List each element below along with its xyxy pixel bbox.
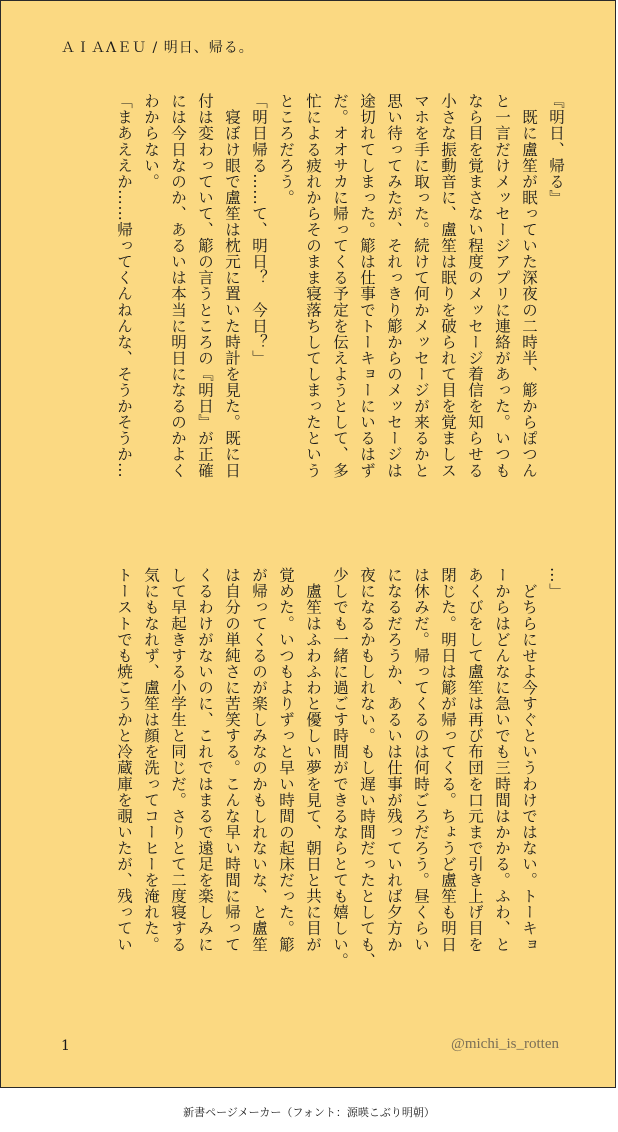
text-line: あくびをして盧笙は再び布団を口元まで引き上げ目を <box>466 567 484 953</box>
author-handle: @michi_is_rotten <box>451 1036 559 1052</box>
text-line: 『明日、帰る』 <box>547 93 565 206</box>
text-line: と一言だけメッセージアプリに連絡があった。いつも <box>493 93 511 479</box>
text-line: 既に盧笙が眠っていた深夜の二時半、簓からぽつん <box>520 93 538 479</box>
text-block-bottom <box>110 567 569 1012</box>
text-line: マホを手に取った。続けて何かメッセージが来るかと <box>412 93 430 479</box>
text-line: が帰ってくるのが楽しみなのかもしれないな、と盧笙 <box>250 567 268 953</box>
text-line: 寝ぼけ眼で盧笙は枕元に置いた時計を見た。既に日 <box>223 93 241 479</box>
generator-credit: 新書ページメーカー（フォント：源暎こぶり明朝） <box>183 1106 435 1119</box>
text-line: 盧笙はふわふわと優しい夢を見て、朝日と共に目が <box>304 567 322 953</box>
text-line: になるだろうか、あるいは仕事が残っていれば夕方か <box>385 567 403 953</box>
text-line: 覚めた。いつもよりずっと早い時間の起床だった。簓 <box>277 567 295 953</box>
text-line: どちらにせよ今すぐというわけではない。トーキョ <box>520 567 538 953</box>
text-line: ところだろう。 <box>277 93 295 206</box>
text-line: 閉じた。明日は簓が帰ってくる。ちょうど盧笙も明日 <box>439 567 457 953</box>
text-line: 途切れてしまった。簓は仕事でトーキョーにいるはず <box>358 93 376 479</box>
text-line: 小さな振動音に、盧笙は眠りを破られて目を覚ましス <box>439 93 457 479</box>
text-block-top <box>110 93 569 538</box>
text-line: 「まあええか……帰ってくんねんな、そうかそうか… <box>115 93 133 479</box>
text-line: くるわけがないのに、これではまるで遠足を楽しみに <box>196 567 214 953</box>
text-line: トーストでも焼こうかと冷蔵庫を覗いたが、残ってい <box>115 567 133 953</box>
text-line: 付は変わっていて、簓の言うところの『明日』が正確 <box>196 93 214 479</box>
text-line: して早起きする小学生と同じだ。さりとて二度寝する <box>169 567 187 953</box>
text-line: 思い待ってみたが、それっきり簓からのメッセージは <box>385 93 403 479</box>
text-line: は休みだ。帰ってくるのは何時ごろだろう。昼くらい <box>412 567 430 953</box>
text-line: 少しでも一緒に過ごす時間ができるならとても嬉しい。 <box>331 567 349 969</box>
chapter-header: ＡＩＡΛＥＵ / 明日、帰る。 <box>61 40 254 56</box>
text-line: 忙による疲れからそのまま寝落ちしてしまったという <box>304 93 322 479</box>
page-number: 1 <box>61 1038 70 1054</box>
text-line: …」 <box>547 567 565 600</box>
text-line: ーからはどんなに急いでも三時間はかかる。ふわ、と <box>493 567 511 953</box>
text-line: は自分の単純さに苦笑する。こんな早い時間に帰って <box>223 567 241 953</box>
text-line: 気にもなれず、盧笙は顔を洗ってコーヒーを淹れた。 <box>142 567 160 953</box>
text-line: には今日なのか、あるいは本当に明日になるのかよく <box>169 93 187 479</box>
text-line: 「明日帰る……て、明日？ 今日？」 <box>250 93 268 366</box>
text-line: わからない。 <box>142 93 160 190</box>
text-line: 夜になるかもしれない。もし遅い時間だったとしても、 <box>358 567 376 969</box>
text-line: なら目を覚まさない程度のメッセージ着信を知らせる <box>466 93 484 479</box>
text-line: だ。オオサカに帰ってくる予定を伝えようとして、多 <box>331 93 349 479</box>
